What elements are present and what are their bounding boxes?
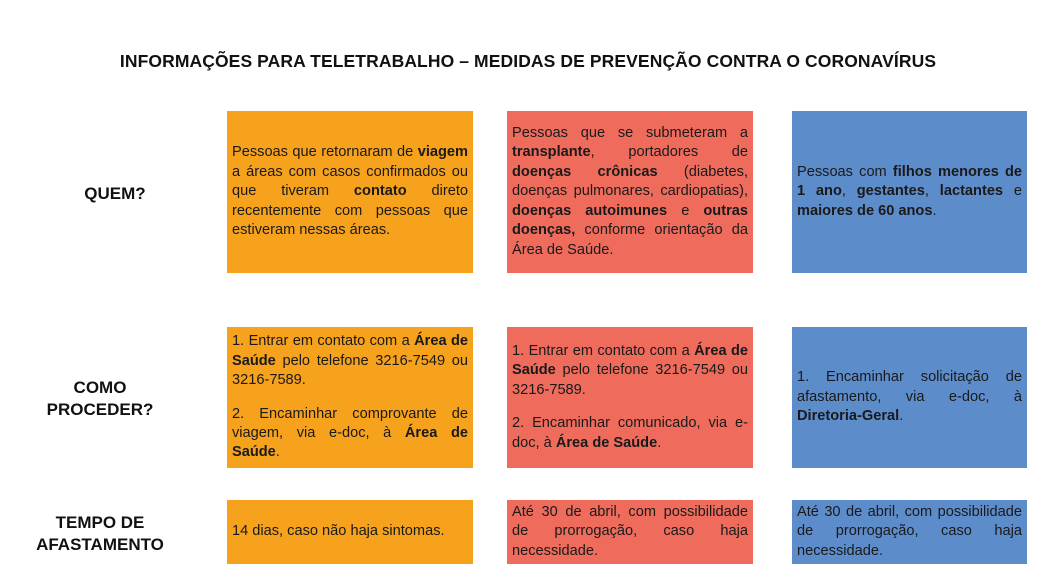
- bold-text: Área de Saúde: [232, 333, 468, 369]
- cell-tempo-saude: [507, 500, 753, 564]
- bold-text: Área de Saúde: [232, 424, 468, 461]
- row-label-como-proceder: [25, 377, 175, 421]
- bold-text: viagem: [417, 144, 468, 161]
- cell-proceder-familia: [792, 327, 1027, 468]
- cell-paragraph: [512, 124, 748, 260]
- text-run: ,: [924, 183, 940, 200]
- text-run: 1. Entrar em contato com a: [232, 333, 415, 350]
- bold-text: Diretoria-Geral: [797, 408, 900, 425]
- text-run: e: [1003, 183, 1022, 200]
- text-run: 1. Entrar em contato com a: [512, 342, 695, 359]
- text-run: Pessoas que se submeteram a: [512, 125, 748, 142]
- page-title: INFORMAÇÕES PARA TELETRABALHO – MEDIDAS DE PREVENÇÃO CONTRA O CORONAVÍRUS: [119, 51, 937, 71]
- bold-text: outras doenças,: [512, 202, 748, 239]
- bold-text: Área de Saúde: [512, 342, 748, 379]
- text-run: .: [657, 434, 662, 451]
- paragraph-gap: [232, 391, 468, 405]
- text-run: Pessoas que retornaram de: [232, 144, 418, 161]
- text-run: conforme orientação da Área de Saúde.: [512, 222, 748, 258]
- cell-paragraph: [797, 503, 1022, 561]
- text-run: Até 30 de abril, com possibilidade de prorrogação, caso haja necessidade.: [797, 503, 1022, 559]
- text-run: pelo telefone 3216-7549 ou 3216-7589.: [512, 362, 748, 398]
- text-run: 1. Encaminhar solicitação de afastamento, via e-doc, à: [797, 369, 1022, 405]
- cell-paragraph: [512, 414, 748, 453]
- cell-paragraph: [512, 342, 748, 400]
- text-run: .: [932, 202, 937, 219]
- cell-paragraph: [232, 332, 468, 390]
- text-run: , portadores de: [590, 144, 748, 161]
- bold-text: filhos menores de 1 ano: [797, 163, 1023, 200]
- text-run: .: [899, 408, 904, 425]
- bold-text: contato: [353, 183, 407, 200]
- cell-paragraph: [512, 503, 748, 561]
- cell-paragraph: [797, 163, 1022, 221]
- row-label-quem: [30, 183, 200, 205]
- bold-text: doenças crônicas: [512, 163, 658, 180]
- cell-paragraph: [232, 405, 468, 463]
- paragraph-gap: [512, 400, 748, 414]
- text-run: a áreas com casos confirmados ou que tiveram: [232, 163, 468, 200]
- cell-quem-familia: [792, 111, 1027, 273]
- cell-proceder-viagem: [227, 327, 473, 468]
- row-label-text: QUEM?: [84, 184, 146, 203]
- row-label-text: COMO PROCEDER?: [46, 378, 154, 419]
- cell-paragraph: [232, 143, 468, 240]
- text-run: pelo telefone 3216-7549 ou 3216-7589.: [232, 352, 468, 389]
- text-run: e: [667, 202, 704, 219]
- bold-text: Área de Saúde: [555, 434, 658, 451]
- cell-quem-viagem: [227, 111, 473, 273]
- text-run: 14 dias, caso não haja sintomas.: [232, 523, 445, 540]
- cell-tempo-familia: [792, 500, 1027, 564]
- cell-paragraph: [232, 522, 468, 541]
- cell-quem-saude: [507, 111, 753, 273]
- bold-text: gestantes: [856, 183, 925, 200]
- text-run: Até 30 de abril, com possibilidade de prorrogação, caso haja necessidade.: [512, 503, 748, 559]
- text-run: Pessoas com: [797, 163, 893, 180]
- text-run: 2. Encaminhar comunicado, via e-doc, à: [512, 415, 748, 451]
- text-run: 2. Encaminhar comprovante de viagem, via e-doc, à: [232, 405, 468, 441]
- cell-paragraph: [797, 368, 1022, 426]
- bold-text: doenças autoimunes: [512, 202, 668, 219]
- cell-tempo-viagem: [227, 500, 473, 564]
- bold-text: transplante: [512, 144, 591, 161]
- text-run: ,: [841, 183, 857, 200]
- text-run: (diabetes, doenças pulmonares, cardiopatias),: [512, 163, 748, 200]
- bold-text: maiores de 60 anos: [797, 202, 933, 219]
- cell-proceder-saude: [507, 327, 753, 468]
- text-run: .: [275, 444, 280, 461]
- row-label-text: TEMPO DE AFASTAMENTO: [36, 513, 164, 554]
- bold-text: lactantes: [939, 183, 1004, 200]
- text-run: direto recentemente com pessoas que estiveram nessas áreas.: [232, 183, 468, 239]
- row-label-tempo-afastamento: [15, 512, 185, 556]
